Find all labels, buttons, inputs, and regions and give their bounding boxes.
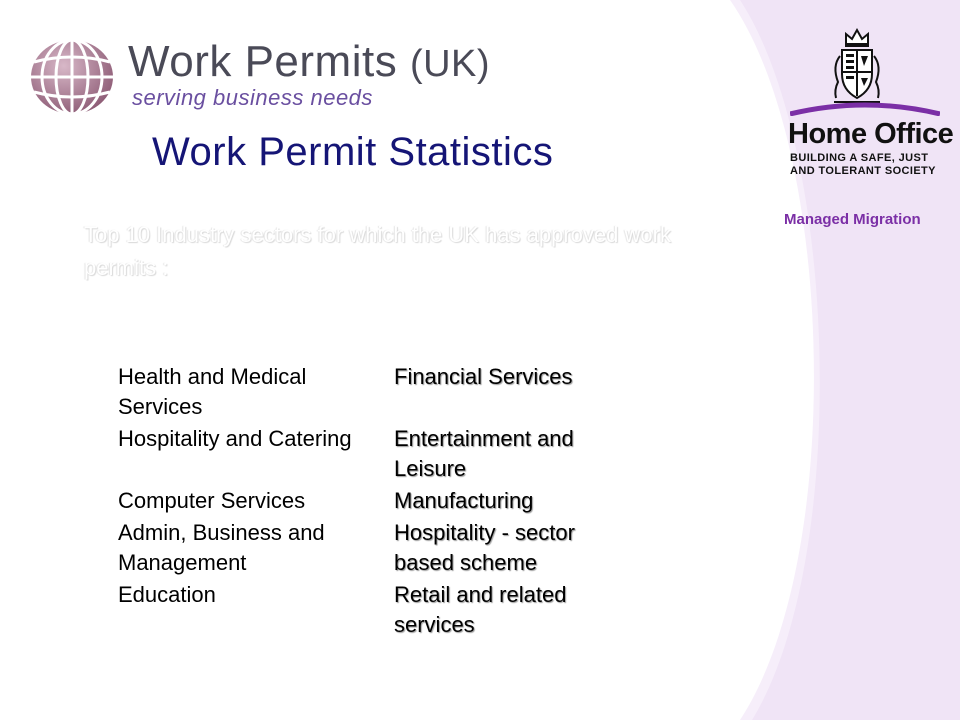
page-title: Work Permit Statistics xyxy=(152,130,554,174)
brand-name-main: Work Permits xyxy=(128,37,398,86)
table-row xyxy=(118,486,638,518)
sector-right: Hospitality - sector based scheme xyxy=(394,520,575,575)
sectors-table xyxy=(118,362,638,642)
intro-text: Top 10 Industry sectors for which the UK has approved work permits : xyxy=(84,222,671,280)
brand-name-suffix: (UK) xyxy=(409,43,491,85)
table-row xyxy=(118,362,638,424)
sector-left: Computer Services xyxy=(118,488,306,513)
sector-left: Education xyxy=(118,582,216,607)
brand-tagline: serving business needs xyxy=(132,85,373,110)
sector-left: Admin, Business and Management xyxy=(118,520,325,575)
org-name: Home Office xyxy=(788,118,954,150)
sector-right: Entertainment and Leisure xyxy=(394,426,574,481)
table-row xyxy=(118,518,638,580)
section-label: Managed Migration xyxy=(784,211,921,228)
table-row xyxy=(118,424,638,486)
brand-name xyxy=(128,37,491,86)
royal-crest-icon xyxy=(828,26,886,106)
sector-right: Financial Services xyxy=(394,364,573,389)
sector-right: Manufacturing xyxy=(394,488,534,513)
divider-bar xyxy=(790,102,940,116)
org-strapline: BUILDING A SAFE, JUST AND TOLERANT SOCIETY xyxy=(790,152,936,177)
table-row xyxy=(118,580,638,642)
sector-right: Retail and related services xyxy=(394,582,567,637)
sector-left: Health and Medical Services xyxy=(118,364,307,419)
sector-left: Hospitality and Catering xyxy=(118,426,352,451)
globe-icon xyxy=(28,38,116,116)
